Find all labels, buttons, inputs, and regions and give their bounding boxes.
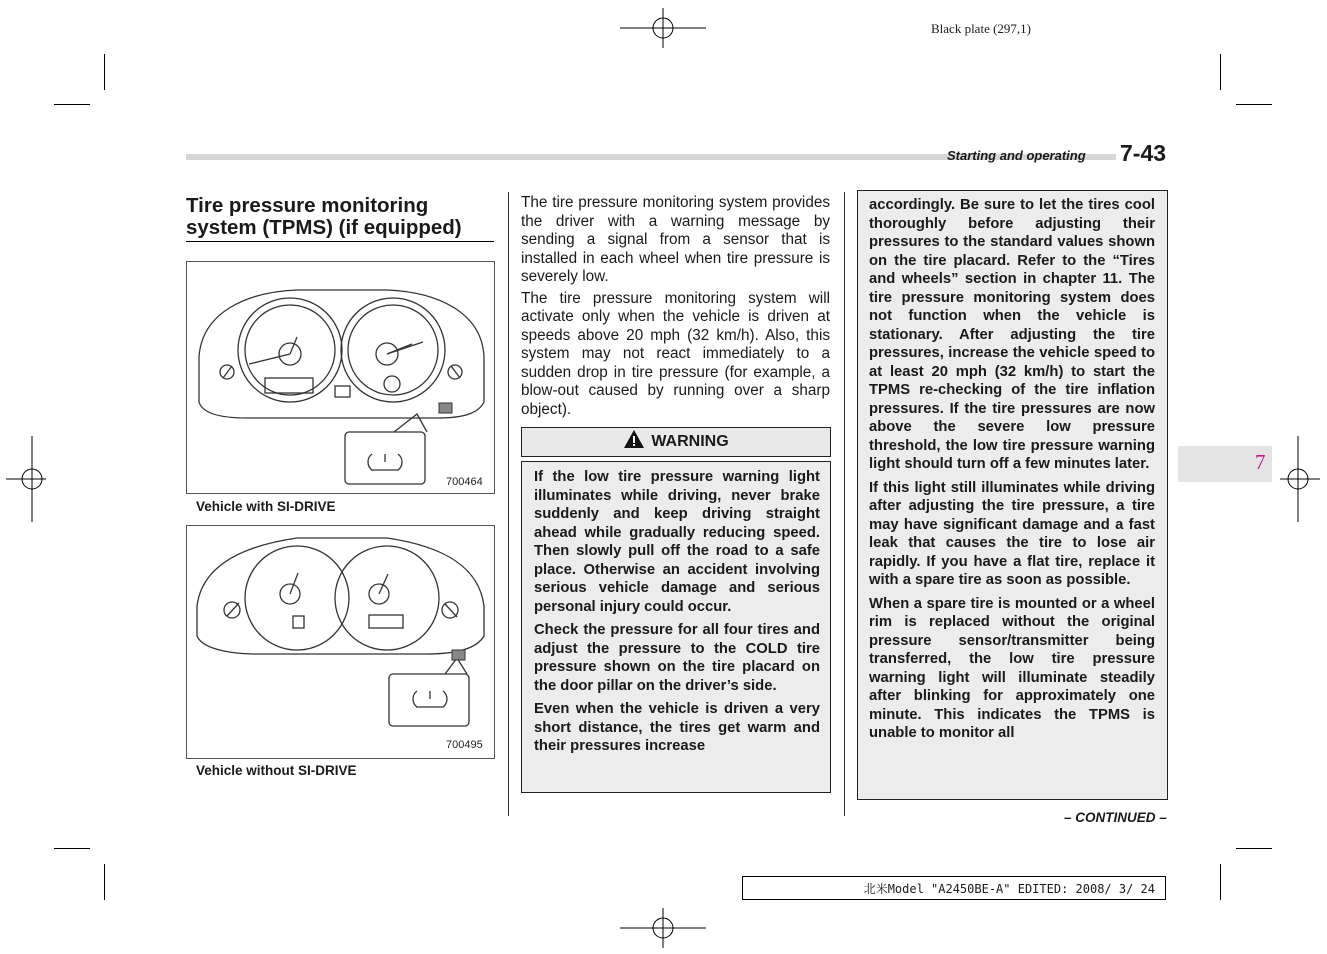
crop-mark [1236,104,1272,105]
title-underline [186,241,494,242]
crop-mark [54,104,90,105]
warning-paragraph: If the low tire pressure warning light illuminates while driving, never brake suddenly and keep driving straight ahead while gradually reducing speed. Then slowly pull off the road to a safe place. Otherwise an accident involving serious vehicle damage and serious personal injury could occur. [534,469,820,615]
body-paragraph: The tire pressure monitoring system provides the driver with a warning message by sending a signal from a sensor that is installed in each wheel when tire pressure is severely low. [521,194,830,285]
figure-caption: Vehicle without SI-DRIVE [196,763,357,778]
figure-code: 700495 [446,739,483,751]
crop-mark [54,848,90,849]
warning-paragraph: accordingly. Be sure to let the tires cool thoroughly before adjusting their pressures to the standard values shown on the tire placard. Refer to the “Tires and wheels” section in chapter 11. The tire pressure monitoring system does not function when the vehicle is stationary. After adjusting the tire pressures, increase the vehicle speed to at least 20 mph (32 km/h) to start the TPMS re-checking of the tire inflation pressures. If the tire pressures are now above the severe low pressure threshold, the low tire pressure warning light should turn off a few minutes later. [869,197,1155,472]
body-text [521,194,830,422]
registration-mark-left [6,436,46,522]
chapter-tab [1178,446,1272,482]
plate-label: Black plate (297,1) [931,21,1031,36]
footer-text: 北米Model "A2450BE-A" EDITED: 2008/ 3/ 24 [863,882,1155,896]
warning-header [521,427,831,457]
column-divider [844,192,845,816]
figure-code: 700464 [446,476,483,488]
figure-si-drive [186,261,495,494]
chapter-number: 7 [1255,450,1266,474]
warning-continued-box [857,190,1168,800]
figure-caption: Vehicle with SI-DRIVE [196,499,336,514]
warning-paragraph: When a spare tire is mounted or a wheel rim is replaced without the original pressure sensor/transmitter being transferred, the low tire pressure warning light will illuminate steadily after blinking for approximately one minute. This indicates the TPMS is unable to monitor all [869,595,1155,741]
figure-no-si-drive [186,525,495,759]
warning-paragraph: Check the pressure for all four tires and adjust the pressure to the COLD tire pressure shown on the tire placard on the door pillar on the driver’s side. [534,622,820,694]
footer-box [742,876,1166,900]
crop-mark [104,54,105,90]
warning-label: WARNING [651,433,729,450]
registration-mark-right [1280,436,1320,522]
warning-paragraph: Even when the vehicle is driven a very short distance, the tires get warm and their pressures increase [534,701,820,754]
crop-mark [1220,864,1221,900]
crop-mark [1236,848,1272,849]
page-title: Tire pressure monitoring system (TPMS) (if equipped) [186,194,462,239]
crop-mark [1220,54,1221,90]
body-paragraph: The tire pressure monitoring system will activate only when the vehicle is driven at speeds above 20 mph (32 km/h). Also, this system may not react immediately to a sudden drop in tire pressure (for example, a blow-out caused by running over a sharp object). [521,289,830,418]
column-divider [508,192,509,816]
crop-mark [104,864,105,900]
warning-paragraph: If this light still illuminates while driving after adjusting the tire pressure, a tire may have significant damage and a fast leak that causes the tire to lose air rapidly. If you have a flat tire, replace it with a spare tire as soon as possible. [869,479,1155,588]
registration-mark-top [620,8,706,48]
warning-triangle-icon [623,429,645,449]
warning-box [521,461,831,793]
continued-label: – CONTINUED – [1064,810,1167,825]
page-number: 7-43 [1120,140,1167,166]
section-title: Starting and operating [947,148,1086,163]
registration-mark-bottom [620,908,706,948]
